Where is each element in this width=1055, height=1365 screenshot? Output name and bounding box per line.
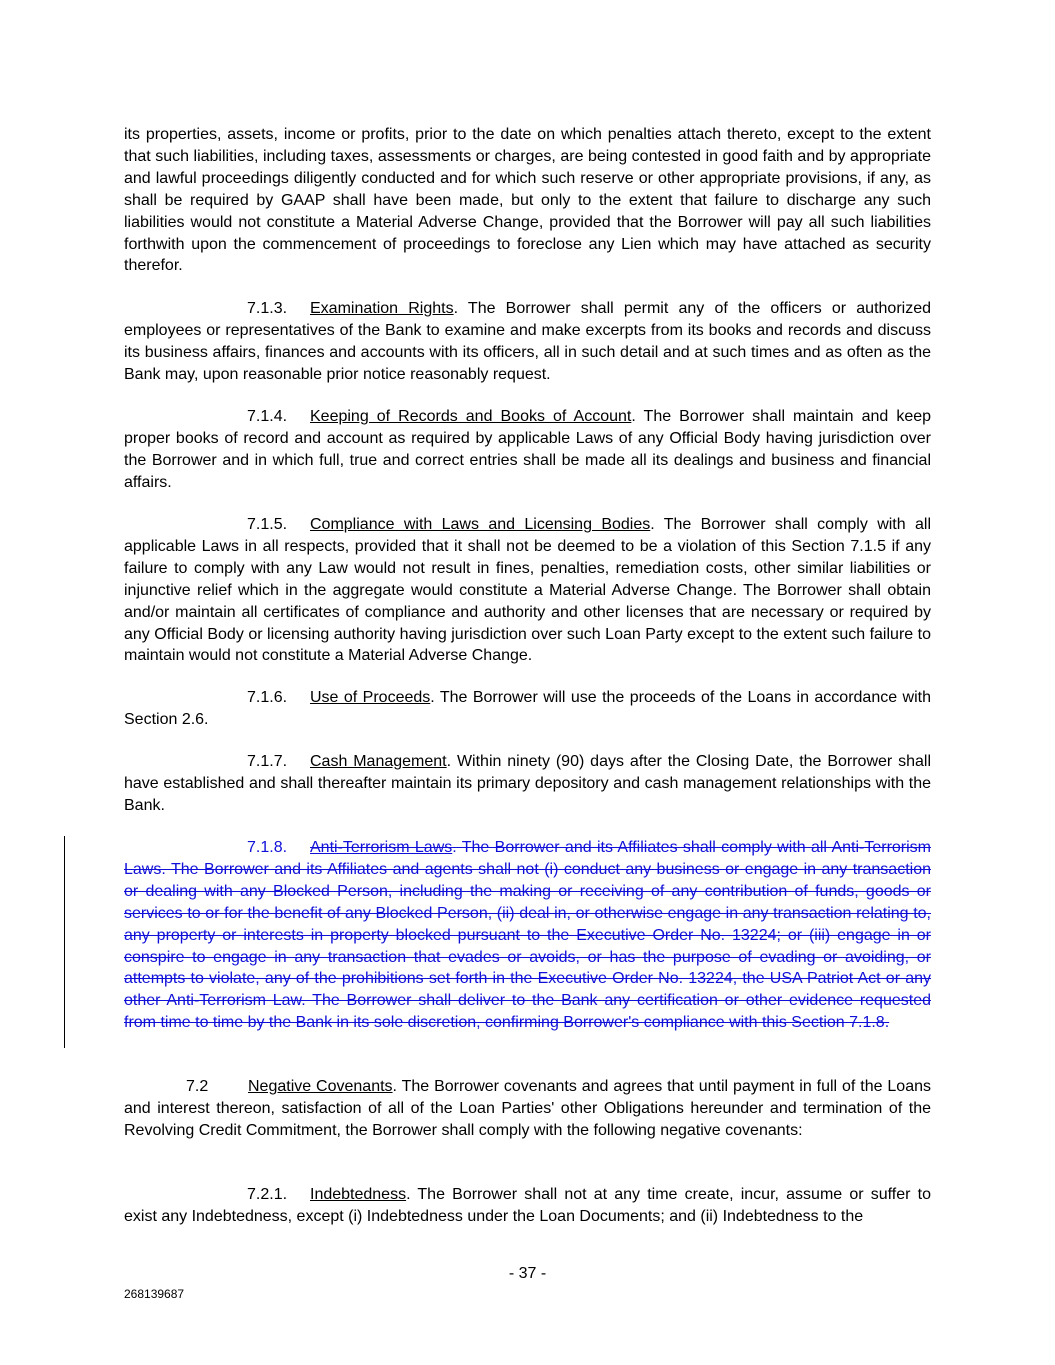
section-number: 7.1.5.	[247, 516, 288, 533]
section-text: . The Borrower and its Affiliates shall comply with all Anti-Terrorism Laws. The Borrower and its Affiliates and agents shall not (i) conduct any business or engage in any transaction or dealing with any Blocked Person, including the making or receiving of any contribution of funds, goods or services to or for the benefit of any Blocked Person, (ii) deal in, or otherwise engage in any transaction relating to, any property or interests in property blocked pursuant to the Executive Order No. 13224; or (iii) engage in or conspire to engage in any transaction that evades or avoids, or has the purpose of evading or avoiding, or attempts to violate, any of the prohibitions set forth in the Executive Order No. 13224, the USA Patriot Act or any other Anti-Terrorism Law. The Borrower shall deliver to the Bank any certification or other evidence requested from time to time by the Bank in its sole discretion, confirming Borrower's compliance with this Section 7.1.8.	[124, 839, 932, 1032]
section-text: . The Borrower shall permit any of the officers or authorized employees or representatives of the Bank to examine and make excerpts from its books and records and discuss its business affairs, finances and accounts with its officers, all in such detail and at such times and as often as the Bank may, upon reasonable prior notice reasonably request.	[124, 300, 932, 383]
section-number: 7.2.1.	[247, 1186, 288, 1203]
section-heading: Compliance with Laws and Licensing Bodies	[310, 516, 651, 533]
section-7-1-6	[124, 687, 931, 731]
section-text: . The Borrower shall maintain and keep proper books of record and account as required by applicable Laws of any Official Body having jurisdiction over the Borrower and in which full, true and correct entries shall be made all its dealings and business and financial affairs.	[124, 408, 932, 491]
page-number: - 37 -	[508, 1265, 547, 1282]
section-number: 7.1.4.	[247, 408, 288, 425]
section-heading: Cash Management	[310, 753, 447, 770]
section-text: . The Borrower shall not at any time create, incur, assume or suffer to exist any Indebtedness, except (i) Indebtedness under the Loan Documents; and (ii) Indebtedness to the	[124, 1186, 931, 1225]
section-7-1-7	[124, 751, 931, 817]
section-7-2-1	[124, 1184, 931, 1228]
section-text: . The Borrower shall comply with all applicable Laws in all respects, provided that it shall not be deemed to be a violation of this Section 7.1.5 if any failure to comply with any Law would not result in fines, penalties, remediation costs, other similar liabilities or injunctive relief which in the aggregate would constitute a Material Adverse Change. The Borrower shall obtain and/or maintain all certificates of compliance and authority and other licenses that are necessary or required by any Official Body or licensing authority having jurisdiction over such Loan Party except to the extent such failure to maintain would not constitute a Material Adverse Change.	[124, 516, 932, 665]
section-number: 7.1.7.	[247, 753, 288, 770]
section-7-1-8-deleted	[124, 837, 931, 1034]
section-7-1-3	[124, 298, 931, 386]
section-heading: Keeping of Records and Books of Account	[310, 408, 632, 425]
document-id: 268139687	[124, 1287, 185, 1301]
section-number: 7.1.3.	[247, 300, 288, 317]
section-heading: Anti-Terrorism Laws	[310, 839, 453, 856]
section-heading: Indebtedness	[310, 1186, 407, 1203]
section-text: . Within ninety (90) days after the Closing Date, the Borrower shall have established and shall thereafter maintain its primary depository and cash management relationships with the Bank.	[124, 753, 932, 814]
section-heading: Negative Covenants	[248, 1078, 393, 1095]
section-heading: Examination Rights	[310, 300, 454, 317]
section-number: 7.1.8.	[247, 839, 288, 856]
section-7-2	[124, 1076, 931, 1142]
revision-change-bar	[64, 836, 65, 1048]
section-text: . The Borrower covenants and agrees that until payment in full of the Loans and interest thereon, satisfaction of all of the Loan Parties' other Obligations hereunder and termination of the Revolving Credit Commitment, the Borrower shall comply with the following negative covenants:	[124, 1078, 931, 1139]
section-text: . The Borrower will use the proceeds of the Loans in accordance with Section 2.6.	[124, 689, 932, 728]
section-7-1-5	[124, 514, 931, 667]
section-heading: Use of Proceeds	[310, 689, 431, 706]
section-number: 7.1.6.	[247, 689, 288, 706]
section-7-1-4	[124, 406, 931, 494]
continuation-paragraph: its properties, assets, income or profits, prior to the date on which penalties attach thereto, except to the extent that such liabilities, including taxes, assessments or charges, are being contested in good faith and by appropriate and lawful proceedings diligently conducted and for which such reserve or other appropriate provisions, if any, as shall be required by GAAP shall have been made, but only to the extent that failure to discharge any such liabilities would not constitute a Material Adverse Change, provided that the Borrower will pay all such liabilities forthwith upon the commencement of proceedings to foreclose any Lien which may have attached as security therefor.	[124, 126, 931, 275]
section-number: 7.2	[186, 1078, 209, 1095]
